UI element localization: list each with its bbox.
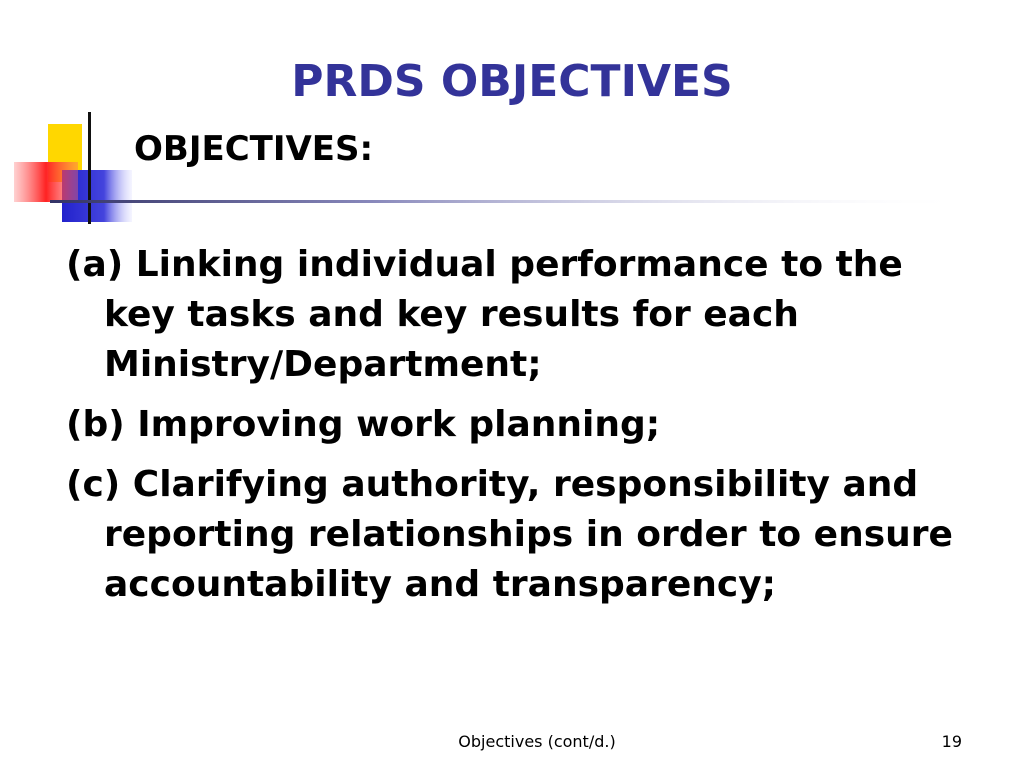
- objective-item-b: (b) Improving work planning;: [66, 404, 661, 445]
- deco-red-square: [14, 162, 78, 202]
- deco-vertical-line: [88, 112, 91, 224]
- footer-label: Objectives (cont/d.): [458, 732, 616, 751]
- objectives-list: [66, 240, 966, 620]
- title-rule: [50, 200, 970, 203]
- objective-item-a: (a) Linking individual performance to the key tasks and key results for each Ministry/Department;: [66, 244, 903, 385]
- objective-item-c: (c) Clarifying authority, responsibility and reporting relationships in order to ensure accountability and transparency;: [66, 464, 953, 605]
- slide-decoration: [0, 0, 1024, 240]
- slide-title: PRDS OBJECTIVES: [291, 56, 733, 107]
- slide-subtitle: OBJECTIVES:: [134, 129, 374, 169]
- page-number: 19: [941, 732, 962, 751]
